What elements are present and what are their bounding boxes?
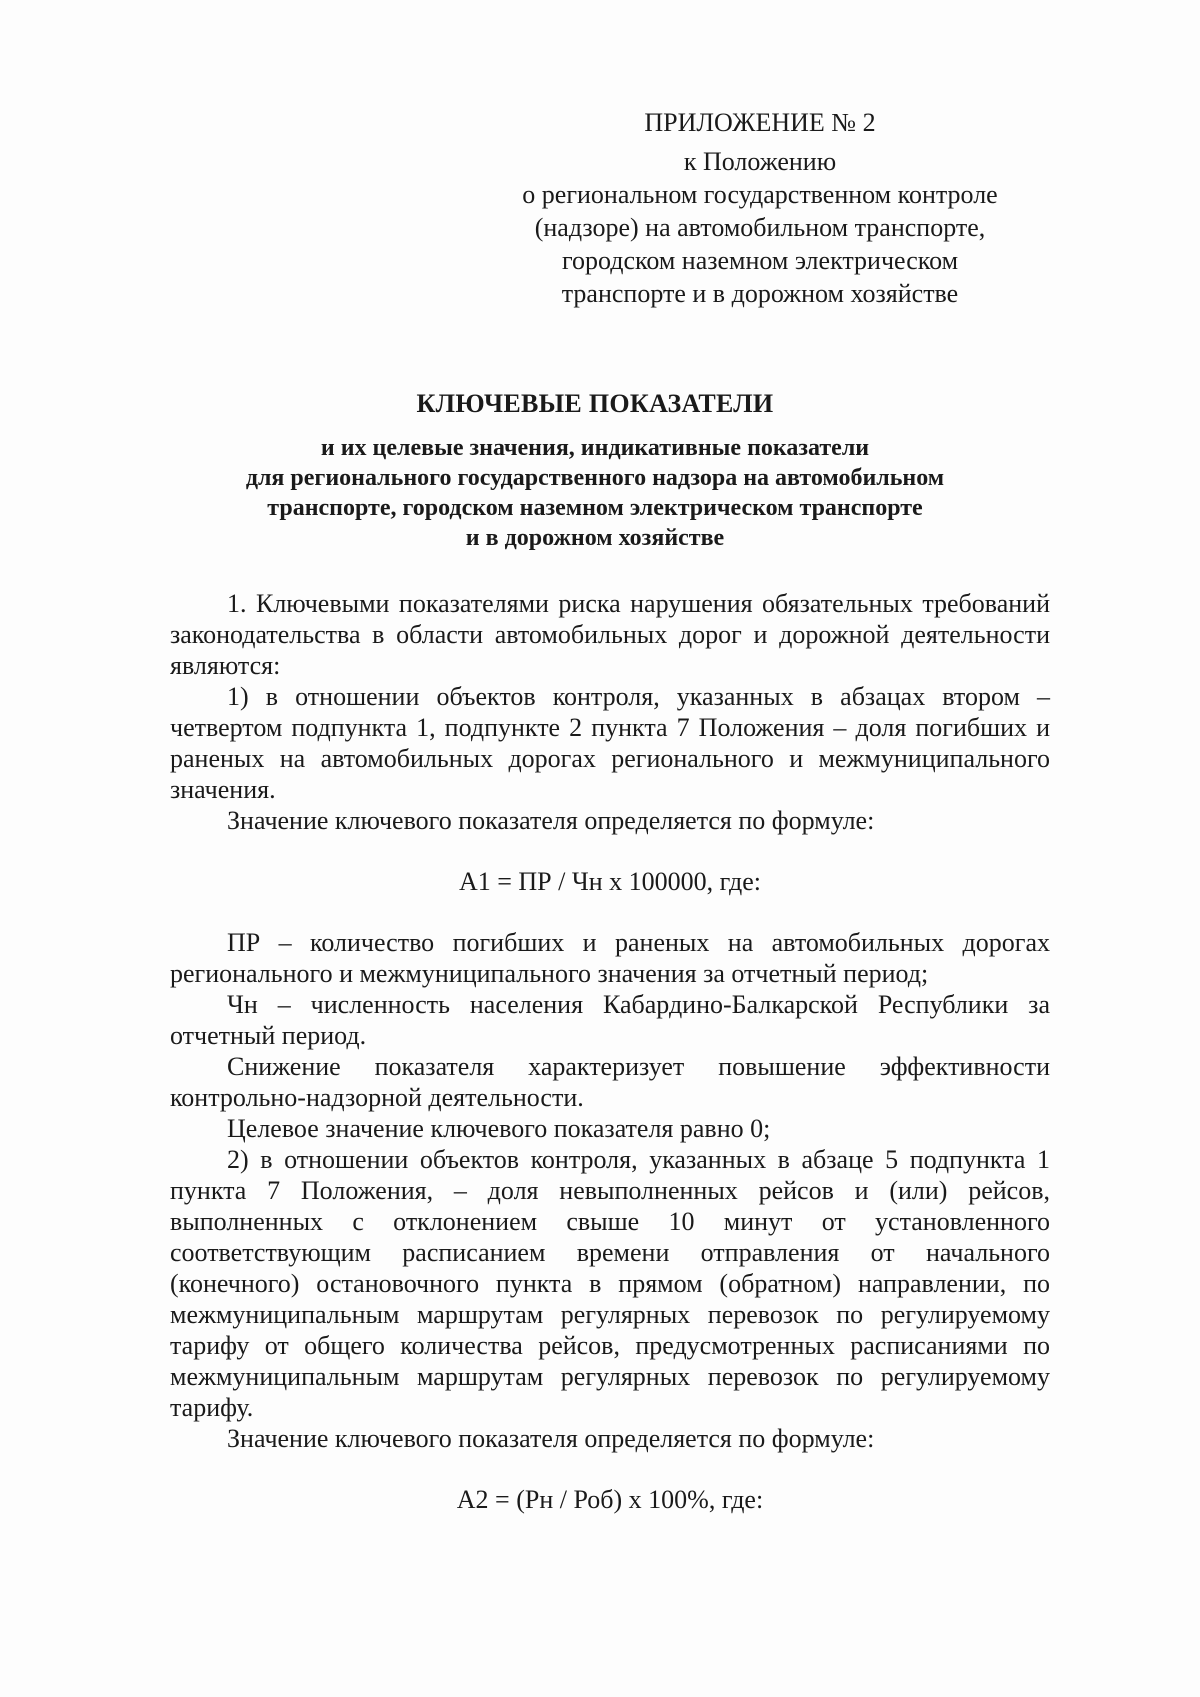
formula-a2: А2 = (Рн / Роб) x 100%, где: bbox=[456, 1485, 764, 1514]
appendix-line: к Положению bbox=[683, 147, 837, 176]
appendix-title: ПРИЛОЖЕНИЕ № 2 bbox=[644, 108, 876, 137]
paragraph: ПР – количество погибших и раненых на автомобильных дорогах регионального и межмуниципального значения за отчетный период; bbox=[170, 928, 1050, 988]
paragraph: Значение ключевого показателя определяется по формуле: bbox=[227, 806, 875, 835]
paragraph: Целевое значение ключевого показателя равно 0; bbox=[227, 1114, 771, 1143]
paragraph: Чн – численность населения Кабардино-Балкарской Республики за отчетный период. bbox=[170, 990, 1050, 1050]
appendix-line: транспорте и в дорожном хозяйстве bbox=[561, 279, 959, 308]
subtitle-line: и их целевые значения, индикативные показатели bbox=[320, 435, 870, 461]
appendix-header bbox=[500, 106, 1020, 310]
subtitle-line: транспорте, городском наземном электрическом транспорте bbox=[267, 495, 923, 521]
document-subtitle bbox=[150, 433, 1040, 553]
paragraph: 1. Ключевыми показателями риска нарушения обязательных требований законодательства в области автомобильных дорог и дорожной деятельности являются: bbox=[170, 589, 1050, 680]
paragraph: Снижение показателя характеризует повышение эффективности контрольно-надзорной деятельности. bbox=[170, 1052, 1050, 1112]
formula-a1: А1 = ПР / Чн x 100000, где: bbox=[458, 867, 762, 896]
paragraph: 1) в отношении объектов контроля, указанных в абзацах втором – четвертом подпункта 1, подпункте 2 пункта 7 Положения – доля погибших и раненых на автомобильных дорогах регионального и межмуниципального значения. bbox=[170, 682, 1050, 804]
document-body bbox=[170, 588, 1050, 1545]
appendix-line: (надзоре) на автомобильном транспорте, bbox=[534, 213, 986, 242]
paragraph: 2) в отношении объектов контроля, указанных в абзаце 5 подпункта 1 пункта 7 Положения, – доля невыполненных рейсов и (или) рейсов, выполненных с отклонением свыше 10 минут от установленного соответствующим расписанием времени отправления от начального (конечного) остановочного пункта в прямом (обратном) направлении, по межмуниципальным маршрутам регулярных перевозок по регулируемому тарифу от общего количества рейсов, предусмотренных расписаниями по межмуниципальным маршрутам регулярных перевозок по регулируемому тарифу. bbox=[170, 1145, 1050, 1422]
subtitle-line: и в дорожном хозяйстве bbox=[465, 525, 725, 551]
paragraph: Значение ключевого показателя определяется по формуле: bbox=[227, 1424, 875, 1453]
appendix-line: городском наземном электрическом bbox=[561, 246, 959, 275]
appendix-line: о региональном государственном контроле bbox=[522, 180, 998, 209]
subtitle-line: для регионального государственного надзора на автомобильном bbox=[245, 465, 945, 491]
document-title: КЛЮЧЕВЫЕ ПОКАЗАТЕЛИ bbox=[416, 389, 774, 418]
